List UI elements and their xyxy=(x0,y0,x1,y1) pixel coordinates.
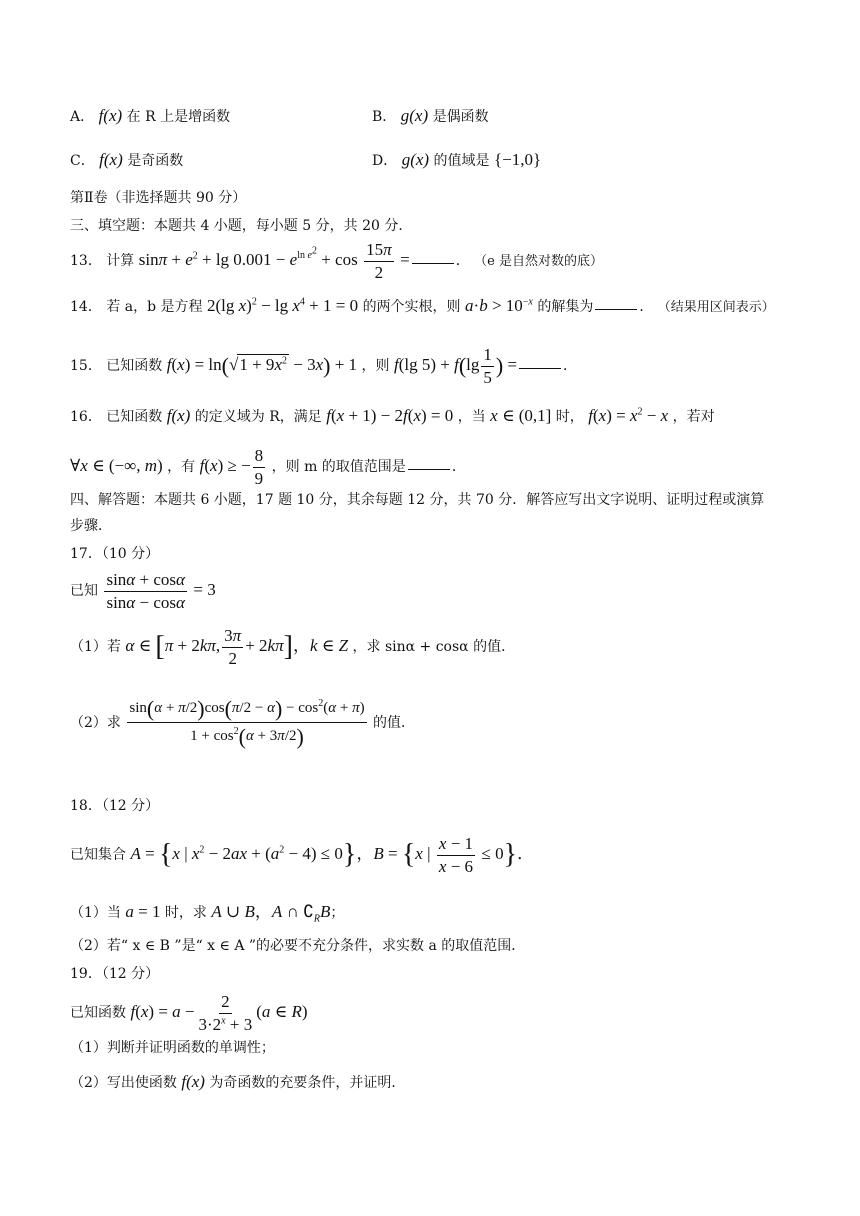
q16-text1: 已知函数 xyxy=(106,409,163,425)
choice-b xyxy=(372,106,489,126)
choice-a-text: 在 R 上是增函数 xyxy=(126,109,231,125)
q16-text6: ，有 xyxy=(167,459,196,476)
q13-fraction: $\frac{15\pi}{2}$ xyxy=(366,240,392,282)
q16-number: 16． xyxy=(70,409,102,425)
q14-text2: 的两个实根，则 xyxy=(362,299,461,315)
q19-p2-tail: 为奇函数的充要条件，并证明． xyxy=(209,1075,406,1091)
q17-p2-label: （2）求 xyxy=(70,714,121,731)
q16-definition: $f(x) = x^2 - x$ xyxy=(588,406,669,425)
q17-given-fraction: $\frac{\sin\alpha + \cos\alpha}{\sin\alpha - \cos\alpha}$ xyxy=(106,570,185,612)
choice-a xyxy=(70,106,230,126)
q19-p2-fx: f(x) xyxy=(181,1072,205,1091)
q13-note: （e 是自然对数的底） xyxy=(474,254,603,270)
q16-ineq: f(x) ≥ − xyxy=(199,456,251,476)
q14-text1: 若 a，b 是方程 xyxy=(106,299,203,315)
q16-text2: 的定义域为 R，满足 xyxy=(194,409,322,425)
q16-blank xyxy=(408,468,450,470)
choice-b-label: B． xyxy=(372,109,397,125)
section2-title: 第Ⅱ卷（非选择题共 90 分） xyxy=(70,190,247,206)
q13-number: 13． xyxy=(70,253,102,270)
q17-given-label: 已知 xyxy=(70,583,98,600)
q17-p1-tail: ，求 sinα + cosα 的值． xyxy=(352,639,516,656)
q18-given: 已知集合 A = {x | $x^2 - 2ax + (a^2 - 4) \le 0$}，B = {x | $\frac{x - 1}{x - 6}$ ≤ 0}． xyxy=(70,834,535,876)
q18-set-b-fraction: $\frac{x - 1}{x - 6}$ xyxy=(438,834,474,876)
q15-fraction: $\frac{1}{5}$ xyxy=(483,345,492,387)
q17-p1-label: （1）若 xyxy=(70,639,121,656)
q17-p2-fraction: $\frac{\sin(\alpha + \pi/2)\cos(\pi/2 - \alpha) - \cos^2(\alpha + \pi)}{1 + \cos^2(\alpha + 3\pi/2)}$ xyxy=(129,696,365,750)
q16-domain: x ∈ (0,1] xyxy=(490,406,552,425)
q14-inequality: $a\cdot b > 10^{-x}$ xyxy=(465,296,533,315)
q15-blank xyxy=(519,367,561,369)
q18-set-a: A = {x | $x^2 - 2ax + (a^2 - 4) \le 0$}，B = {x | xyxy=(130,839,431,871)
q19-header: 19．（12 分） xyxy=(70,966,160,982)
q16-text7: ，则 m 的取值范围是 xyxy=(271,459,406,476)
choice-d-label: D． xyxy=(372,153,398,169)
answer-heading-line1: 四、解答题：本题共 6 小题，17 题 10 分，其余每题 12 分，共 70 分．解答应写出文字说明、证明过程或演算 xyxy=(70,492,765,508)
q18-given-label: 已知集合 xyxy=(70,847,126,864)
q13-expression: $\sin\pi + e^2 + \lg 0.001 - e^{ln e^2} + \cos$ xyxy=(138,246,358,270)
q16-fx: f(x) xyxy=(166,406,191,425)
q19-part1: （1）判断并证明函数的单调性； xyxy=(70,1040,275,1056)
question-15: 15． 已知函数 $f(x) = \ln(√1 + 9x^2 - 3x) + 1$ ，则 f(lg 5) + f(lg $\frac{1}{5}$ ) = ． xyxy=(70,345,578,387)
choice-c-text: 是奇函数 xyxy=(127,153,184,169)
q16-fraction: $\frac{8}{9}$ xyxy=(254,446,264,488)
q16-text4: 时， xyxy=(555,409,584,425)
q17-p1-interval: α ∈ [π + 2kπ, xyxy=(125,631,221,663)
q16-condition: f(x + 1) − 2f(x) = 0 xyxy=(326,406,454,425)
choice-a-label: A． xyxy=(70,109,95,125)
choice-a-math: f(x) xyxy=(98,106,123,125)
choice-c-label: C． xyxy=(70,153,95,169)
q15-number: 15． xyxy=(70,358,102,375)
q14-number: 14． xyxy=(70,299,102,315)
q15-function: $f(x) = \ln(√1 + 9x^2 - 3x) + 1$ xyxy=(166,352,358,378)
q15-text2: ，则 xyxy=(361,358,390,375)
question-16-line1 xyxy=(70,406,715,426)
q15-text1: 已知函数 xyxy=(106,358,163,375)
q16-text3: ，当 xyxy=(457,409,486,425)
answer-heading-line2: 步骤． xyxy=(70,518,112,534)
q18-part2: （2）若“ x ∈ B ”是“ x ∈ A ”的必要不充分条件，求实数 a 的取值范围． xyxy=(70,938,526,954)
q17-p1-fraction: $\frac{3\pi}{2}$ xyxy=(224,626,242,668)
q17-p2-tail: 的值． xyxy=(373,714,416,731)
choice-d-math: g(x) xyxy=(401,150,430,169)
q14-note: （结果用区间表示） xyxy=(657,300,775,315)
q13-lead: 计算 xyxy=(106,253,135,270)
q16-forall: ∀x ∈ (−∞, m) xyxy=(70,456,163,476)
q18-p1-cond: a = 1 xyxy=(125,902,161,921)
q18-part1: （1）当 a = 1 时，求 A ∪ B，A ∩ $∁_RB$； xyxy=(70,902,345,925)
choice-d xyxy=(372,150,541,170)
question-14: 14． 若 a，b 是方程 2(lg $x)^2 - \lg x^4 + 1 = 0$ 的两个实根，则 $a\cdot b > 10^{-x}$ 的解集为 ． （结果用区间表示） xyxy=(70,296,775,315)
question-13: 13． 计算 $\sin\pi + e^2 + \lg 0.001 - e^{ln e^2} + \cos$ $\frac{15\pi}{2}$ = ． （e 是自然对数的底） xyxy=(70,240,603,282)
q18-p1-label: （1）当 xyxy=(70,905,121,921)
choice-d-text: 的值域是 xyxy=(433,153,490,169)
q17-header: 17．（10 分） xyxy=(70,546,160,562)
q14-blank xyxy=(595,308,637,310)
q19-fraction: $\frac{2}{3\cdot 2^x + 3}$ xyxy=(198,992,253,1034)
q19-function: f(x) = a − xyxy=(130,1002,195,1022)
question-16-line2: ∀x ∈ (−∞, m) ，有 f(x) ≥ − $\frac{8}{9}$ ，则 m 的取值范围是 ． xyxy=(70,446,466,488)
q15-expression: f(lg 5) + f(lg xyxy=(393,352,480,378)
choice-b-text: 是偶函数 xyxy=(432,109,489,125)
q19-given-label: 已知函数 xyxy=(70,1005,126,1022)
q19-p2-label: （2）写出使函数 xyxy=(70,1075,177,1091)
q18-header: 18．（12 分） xyxy=(70,798,160,814)
q14-equation: 2(lg $x)^2 - \lg x^4 + 1 = 0$ xyxy=(206,296,359,315)
q16-text5: ，若对 xyxy=(672,409,715,425)
q18-p1-tail: 时，求 xyxy=(164,905,207,921)
choice-b-math: g(x) xyxy=(400,106,429,125)
q19-part2 xyxy=(70,1072,405,1092)
q13-blank xyxy=(412,262,454,264)
fill-heading: 三、填空题：本题共 4 小题，每小题 5 分，共 20 分． xyxy=(70,218,413,234)
choice-d-set: {−1,0} xyxy=(493,150,542,169)
q18-p1-sets: A ∪ B，A ∩ $∁_RB$ xyxy=(211,902,331,925)
q14-text3: 的解集为 xyxy=(537,299,594,315)
q17-given: 已知 $\frac{\sin\alpha + \cos\alpha}{\sin\alpha - \cos\alpha}$ = 3 xyxy=(70,570,216,612)
q17-part2 xyxy=(70,696,415,750)
q17-part1: （1）若 α ∈ [π + 2kπ, $\frac{3\pi}{2}$ + 2kπ]，k ∈ Z ，求 sinα + cosα 的值． xyxy=(70,626,516,668)
choice-c xyxy=(70,150,183,170)
choice-c-math: f(x) xyxy=(99,150,123,169)
q19-given: 已知函数 f(x) = a − $\frac{2}{3\cdot 2^x + 3}$ (a ∈ R) xyxy=(70,992,308,1034)
